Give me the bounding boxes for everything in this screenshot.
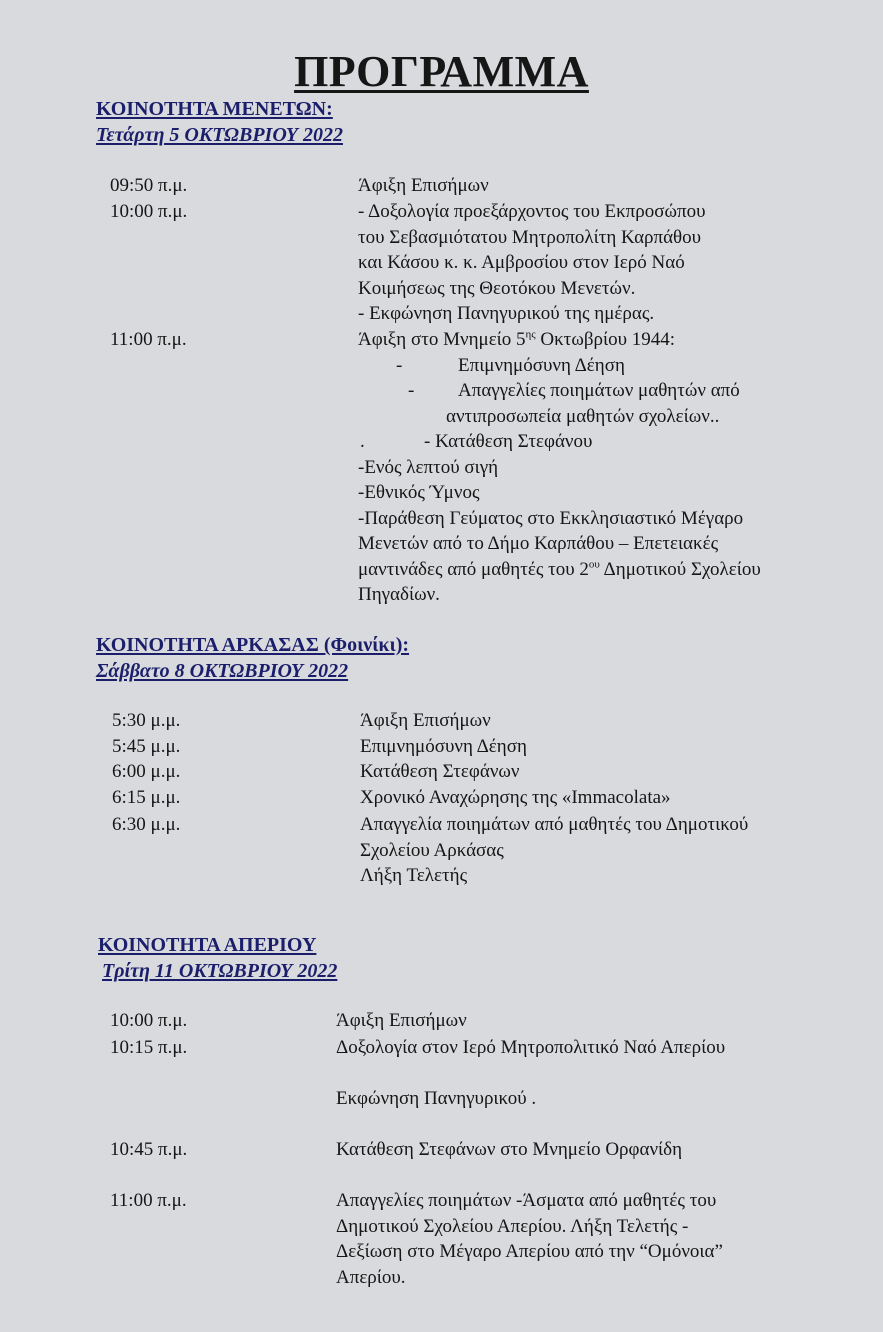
- description-line: Δημοτικού Σχολείου Απερίου. Λήξη Τελετής -: [336, 1215, 689, 1237]
- sub-item-text: Επιμνημόσυνη Δέηση: [458, 354, 625, 376]
- event-description: Άφιξη Επισήμων: [360, 710, 491, 731]
- event-time: 6:00 μ.μ.: [112, 761, 181, 782]
- event-time: 6:15 μ.μ.: [112, 787, 181, 808]
- event-description: Δοξολογία στον Ιερό Μητροπολιτικό Ναό Απερίου: [336, 1037, 726, 1058]
- event-description: Κατάθεση Στεφάνων στο Μνημείο Ορφανίδη: [336, 1139, 683, 1160]
- event-description: [360, 812, 748, 889]
- event-time: 6:30 μ.μ.: [112, 814, 181, 835]
- event-date: Τετάρτη 5 ΟΚΤΩΒΡΙΟΥ 2022: [96, 124, 343, 146]
- description-line: - Εκφώνηση Πανηγυρικού της ημέρας.: [358, 303, 655, 324]
- description-line: και Κάσου κ. κ. Αμβροσίου στον Ιερό Ναό: [358, 252, 685, 273]
- section-header-menetes: [96, 96, 343, 148]
- event-description: Κατάθεση Στεφάνων: [360, 761, 520, 782]
- description-line: Σχολείου Αρκάσας: [360, 839, 504, 861]
- dash-marker: -: [408, 380, 415, 401]
- description-line: [358, 327, 761, 353]
- event-time: 10:45 π.μ.: [110, 1139, 188, 1160]
- description-line: Κοιμήσεως της Θεοτόκου Μενετών.: [358, 277, 636, 299]
- event-description: Άφιξη Επισήμων: [358, 175, 489, 196]
- description-line: Λήξη Τελετής: [360, 865, 468, 886]
- description-line: - Δοξολογία προεξάρχοντος του Εκπροσώπου: [358, 201, 706, 222]
- event-time: 11:00 π.μ.: [110, 329, 187, 350]
- community-name: ΚΟΙΝΟΤΗΤΑ ΑΠΕΡΙΟΥ: [98, 934, 317, 956]
- sub-item: [358, 429, 761, 455]
- event-date: Τρίτη 11 ΟΚΤΩΒΡΙΟΥ 2022: [102, 960, 338, 982]
- description-text: Άφιξη στο Μνημείο 5: [358, 329, 526, 350]
- sub-item: [358, 353, 761, 379]
- event-description: [358, 327, 761, 608]
- event-time: 09:50 π.μ.: [110, 175, 188, 196]
- sub-item-text: αντιπροσωπεία μαθητών σχολείων..: [446, 405, 720, 427]
- dash-marker: -: [396, 354, 403, 376]
- description-line: -Παράθεση Γεύματος στο Εκκλησιαστικό Μέγαρο: [358, 507, 744, 529]
- superscript: ου: [588, 558, 600, 571]
- event-time: 10:00 π.μ.: [110, 201, 188, 222]
- event-description: Εκφώνηση Πανηγυρικού .: [336, 1088, 537, 1109]
- description-text: Οκτωβρίου 1944:: [535, 329, 676, 350]
- description-line: του Σεβασμιότατου Μητροπολίτη Καρπάθου: [358, 226, 702, 248]
- bullet-dot: .: [360, 431, 365, 452]
- event-date: Σάββατο 8 ΟΚΤΩΒΡΙΟΥ 2022: [96, 660, 349, 682]
- description-line: -Εθνικός Ύμνος: [358, 482, 480, 503]
- section-header-aperi: [98, 932, 337, 984]
- event-description: [336, 1188, 723, 1290]
- description-line: Πηγαδίων.: [358, 584, 440, 605]
- description-line: Απαγγελίες ποιημάτων -Άσματα από μαθητές του: [336, 1190, 717, 1211]
- sub-item: [358, 378, 761, 404]
- description-line: Μενετών από το Δήμο Καρπάθου – Επετειακές: [358, 533, 719, 554]
- event-time: 10:15 π.μ.: [110, 1037, 188, 1058]
- community-name: ΚΟΙΝΟΤΗΤΑ ΑΡΚΑΣΑΣ (Φοινίκι):: [96, 634, 410, 656]
- event-time: 11:00 π.μ.: [110, 1190, 187, 1211]
- description-text: Δημοτικού Σχολείου: [599, 558, 761, 580]
- description-line: Δεξίωση στο Μέγαρο Απερίου από την “Ομόνοια”: [336, 1241, 723, 1262]
- description-line: [358, 557, 761, 583]
- event-time: 10:00 π.μ.: [110, 1010, 188, 1031]
- community-name: ΚΟΙΝΟΤΗΤΑ ΜΕΝΕΤΩΝ:: [96, 98, 333, 120]
- description-text: μαντινάδες από μαθητές του 2: [358, 558, 589, 580]
- sub-item-text: - Κατάθεση Στεφάνου: [424, 431, 593, 452]
- event-description: [358, 199, 706, 327]
- event-description: Άφιξη Επισήμων: [336, 1010, 467, 1031]
- event-description: Χρονικό Αναχώρησης της «Immacolata»: [360, 787, 671, 808]
- sub-item-text: Απαγγελίες ποιημάτων μαθητών από: [458, 380, 740, 401]
- page-title: ΠΡΟΓΡΑΜΜΑ: [294, 47, 589, 96]
- description-line: Απερίου.: [336, 1266, 406, 1288]
- description-line: Απαγγελία ποιημάτων από μαθητές του Δημοτικού: [360, 814, 749, 835]
- sub-item: [358, 404, 761, 430]
- event-time: 5:30 μ.μ.: [112, 710, 181, 731]
- superscript: ης: [525, 328, 536, 341]
- section-header-arkasa: [96, 632, 409, 684]
- description-line: -Ενός λεπτού σιγή: [358, 456, 499, 478]
- event-description: Επιμνημόσυνη Δέηση: [360, 736, 527, 757]
- event-time: 5:45 μ.μ.: [112, 736, 181, 757]
